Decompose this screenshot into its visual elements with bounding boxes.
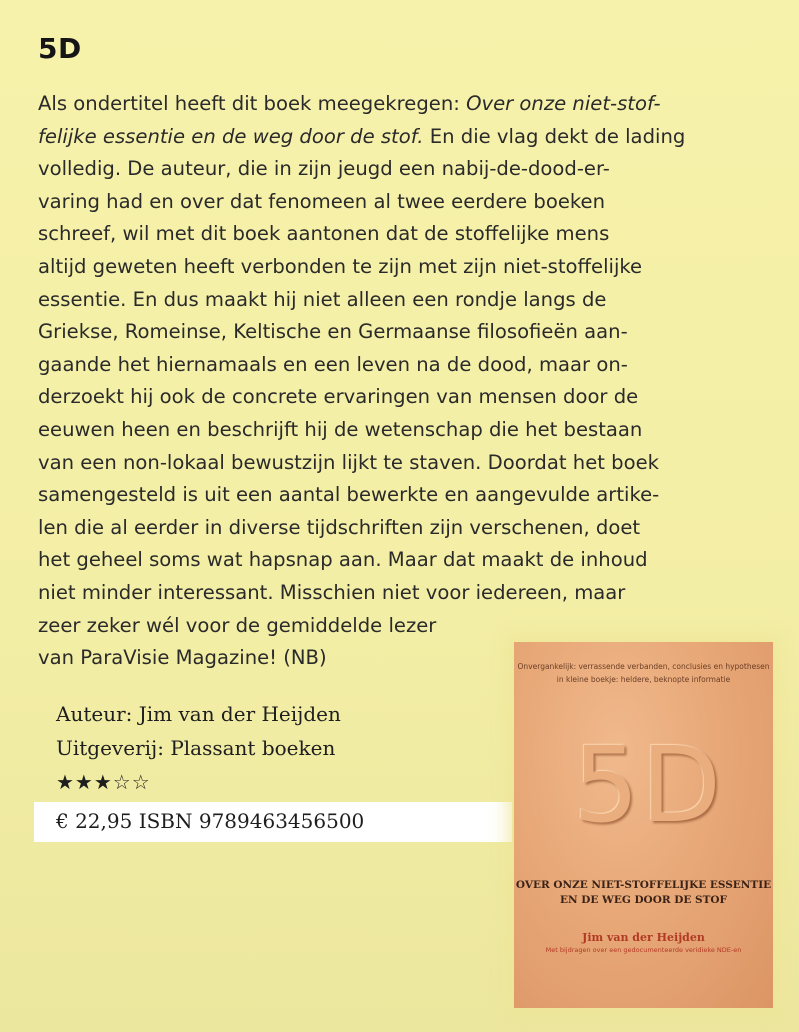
body-line: derzoekt hij ook de concrete ervaringen van mensen door de bbox=[38, 385, 639, 409]
body-line: samengesteld is uit een aantal bewerkte en aangevulde artike- bbox=[38, 483, 660, 507]
body-line: Griekse, Romeinse, Keltische en Germaanse filosofieën aan- bbox=[38, 320, 628, 344]
body-line: gaande het hiernamaals en een leven na de dood, maar on- bbox=[38, 352, 628, 376]
body-line: schreef, wil met dit boek aantonen dat de stoffelijke mens bbox=[38, 222, 610, 246]
body-line: het geheel soms wat hapsnap aan. Maar dat maakt de inhoud bbox=[38, 548, 648, 572]
star-rating: ★★★☆☆ bbox=[56, 770, 151, 794]
body-line: len die al eerder in diverse tijdschriften zijn verschenen, doet bbox=[38, 515, 641, 539]
price-isbn: € 22,95 ISBN 9789463456500 bbox=[56, 809, 365, 833]
body-line: altijd geweten heeft verbonden te zijn met zijn niet-stoffelijke bbox=[38, 254, 643, 278]
author-line: Auteur: Jim van der Heijden bbox=[56, 702, 341, 726]
body-line: van een non-lokaal bewustzijn lijkt te staven. Doordat het boek bbox=[38, 450, 659, 474]
cover-title: 5D bbox=[572, 724, 724, 846]
body-line: van ParaVisie Magazine! (NB) bbox=[38, 646, 327, 670]
body-line: varing had en over dat fenomeen al twee eerdere boeken bbox=[38, 189, 606, 213]
book-details bbox=[56, 697, 516, 799]
cover-author-subtitle: Met bijdragen over een gedocumenteerde veridieke NDE-en bbox=[545, 946, 742, 954]
article-body bbox=[38, 88, 778, 675]
price-bar bbox=[34, 802, 512, 842]
book-cover bbox=[514, 642, 773, 1008]
publisher-line: Uitgeverij: Plassant boeken bbox=[56, 736, 336, 760]
body-line: Als ondertitel heeft dit boek meegekregen: Over onze niet-stof- bbox=[38, 92, 661, 115]
body-line: zeer zeker wél voor de gemiddelde lezer bbox=[38, 613, 437, 637]
body-line: volledig. De auteur, die in zijn jeugd een nabij-de-dood-er- bbox=[38, 157, 610, 181]
cover-subtitle: OVER ONZE NIET-STOFFELIJKE ESSENTIE EN DE WEG DOOR DE STOF bbox=[515, 879, 772, 906]
article-title: 5D bbox=[38, 32, 82, 65]
cover-tagline: Onvergankelijk: verrassende verbanden, conclusies en hypothesen in kleine boekje: heldere, beknopte informatie bbox=[517, 662, 770, 684]
body-line: felijke essentie en de weg door de stof. En die vlag dekt de lading bbox=[38, 124, 686, 148]
body-line: essentie. En dus maakt hij niet alleen een rondje langs de bbox=[38, 287, 607, 311]
body-line: niet minder interessant. Misschien niet voor iedereen, maar bbox=[38, 580, 626, 604]
cover-author: Jim van der Heijden bbox=[582, 931, 705, 944]
body-line: eeuwen heen en beschrijft hij de wetenschap die het bestaan bbox=[38, 417, 643, 441]
